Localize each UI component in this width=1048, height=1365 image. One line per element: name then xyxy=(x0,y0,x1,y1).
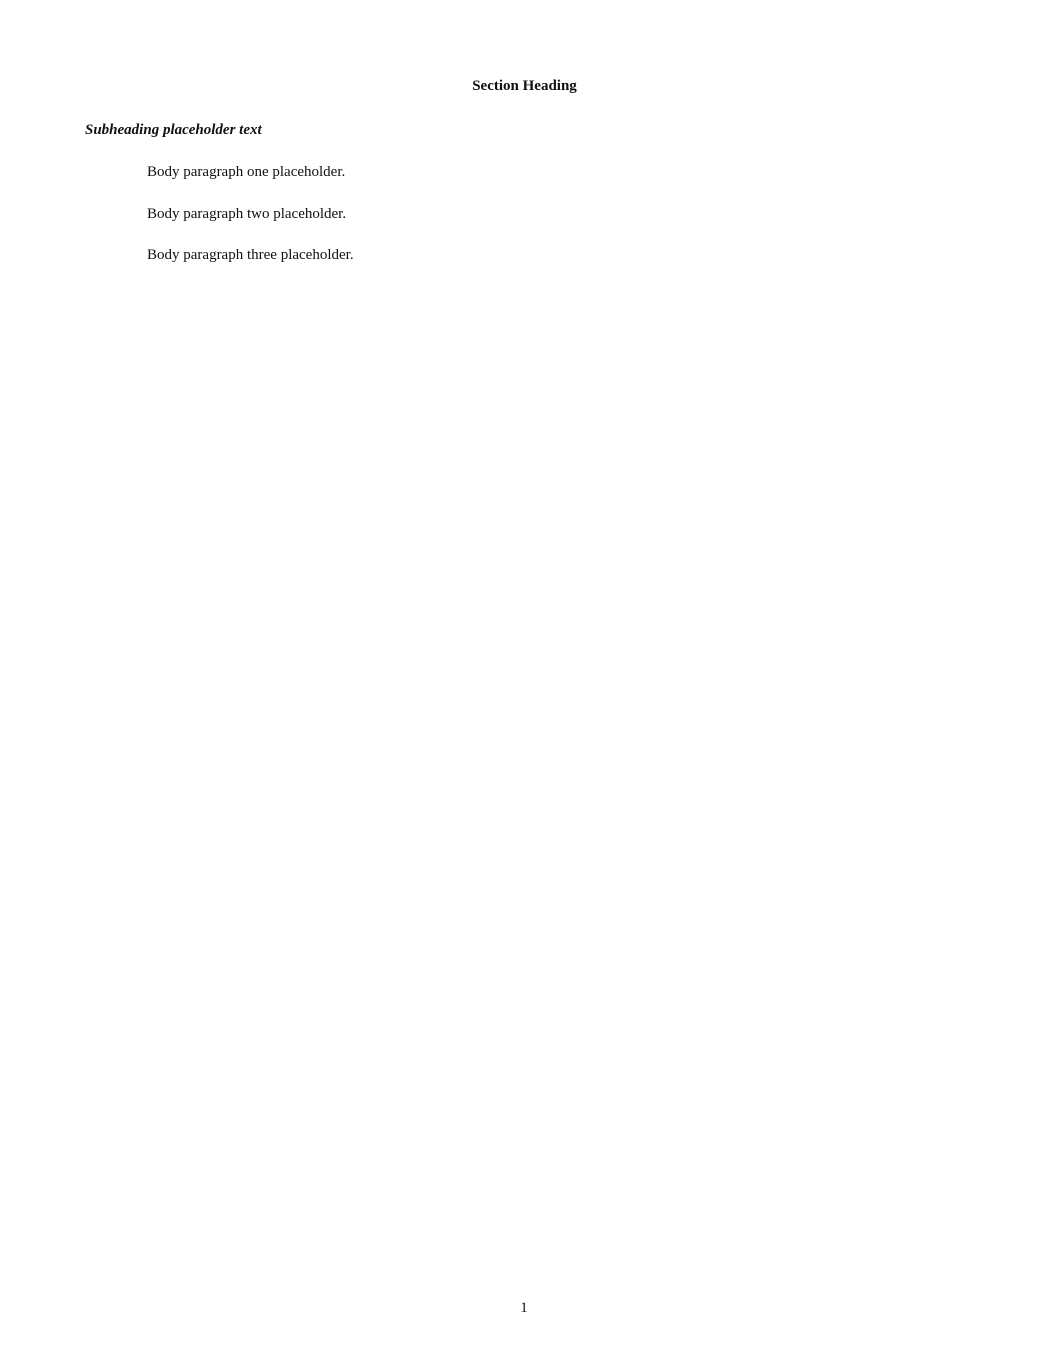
risk-factor-subheading: Subheading placeholder text xyxy=(85,122,262,138)
paragraph-information-systems: Body paragraph one placeholder. xyxy=(147,164,346,180)
paragraph-privacy-laws: Body paragraph two placeholder. xyxy=(147,205,347,222)
page-number: 1 xyxy=(520,1300,528,1316)
document-page xyxy=(85,76,964,287)
section-heading: Section Heading xyxy=(472,78,577,94)
paragraph-erp-system: Body paragraph three placeholder. xyxy=(147,247,354,264)
